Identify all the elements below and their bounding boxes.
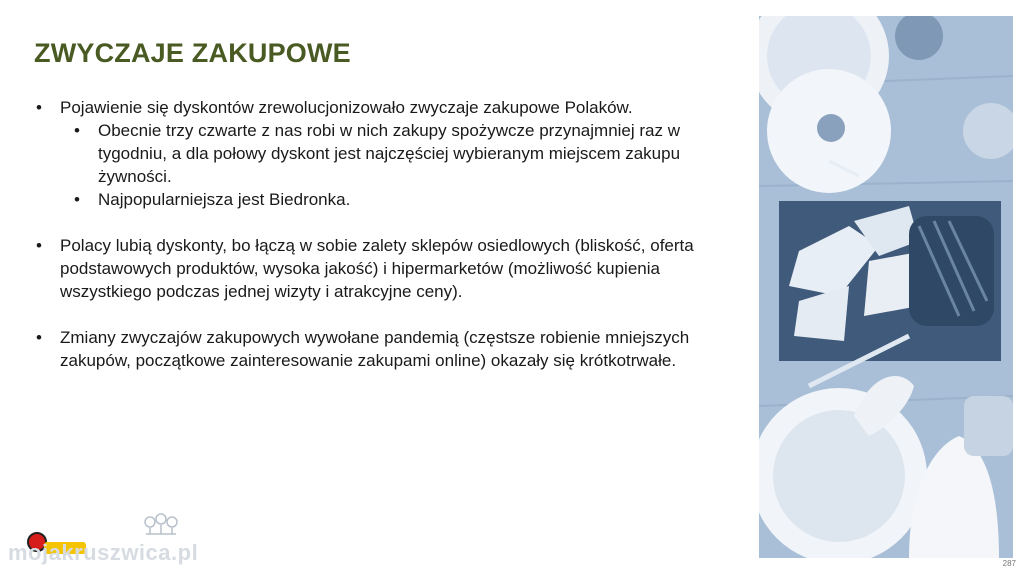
bullet-3: • Zmiany zwyczajów zakupowych wywołane pandemią (częstsze robienie mniejszych zakupów, początkowe zainteresowanie zakupami online) okazały się krótkotrwałe. (36, 326, 736, 372)
food-table-photo (759, 16, 1013, 558)
sub-bullet-2: • Najpopularniejsza jest Biedronka. (36, 188, 736, 211)
watermark: mojakruszwica.pl (8, 540, 199, 565)
page-number: 287 (1002, 559, 1016, 568)
slide-title: ZWYCZAJE ZAKUPOWE (34, 38, 351, 68)
bullet-1: • Pojawienie się dyskontów zrewolucjonizowało zwyczaje zakupowe Polaków. (36, 96, 736, 119)
slide-body (36, 96, 736, 372)
flower-logo-icon (138, 512, 184, 540)
sub-bullet-1: • Obecnie trzy czwarte z nas robi w nich zakupy spożywcze przynajmniej raz w tygodniu, a dla połowy dyskont jest najczęściej wybieranym miejscem zakupu żywności. (36, 119, 736, 188)
bullet-2: • Polacy lubią dyskonty, bo łączą w sobie zalety sklepów osiedlowych (bliskość, oferta podstawowych produktów, wysoka jakość) i hipermarketów (możliwość kupienia wszystkiego podczas jednej wizyty i atrakcyjne ceny). (36, 234, 736, 303)
